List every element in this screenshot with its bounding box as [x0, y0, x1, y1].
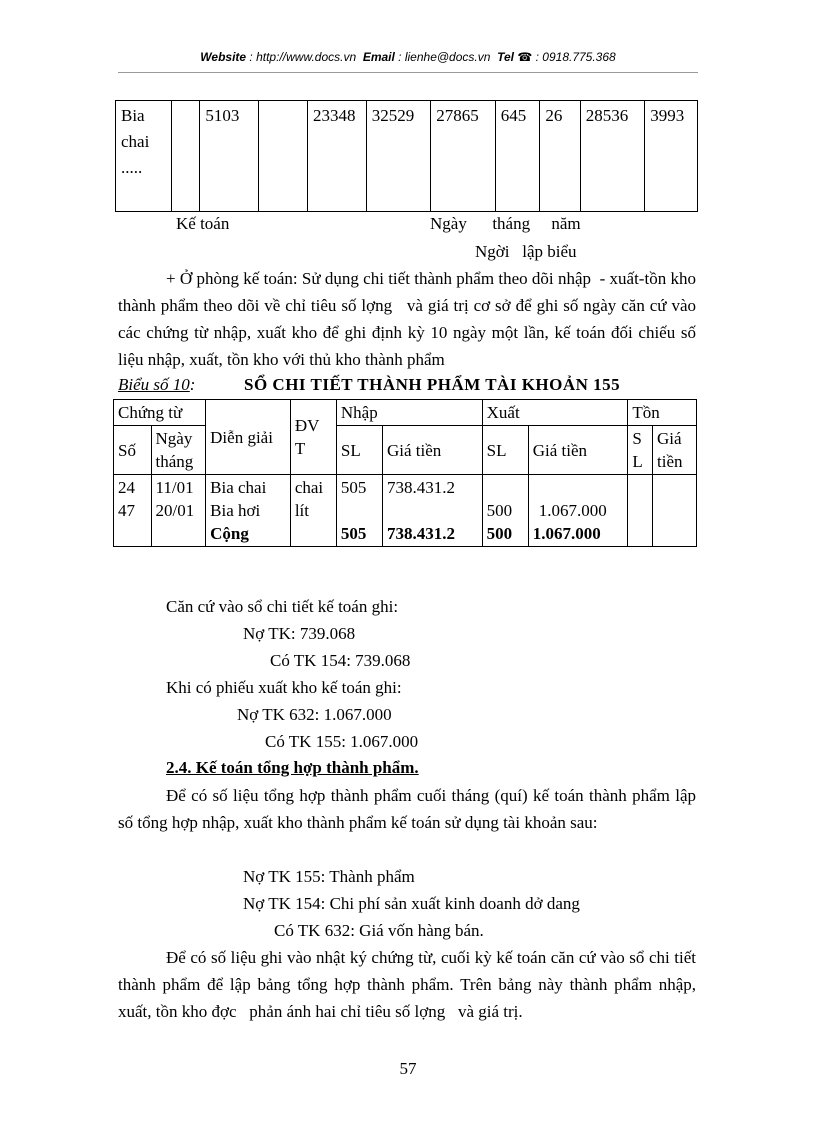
- table-cell: 3993: [645, 101, 698, 212]
- header-gia-tien: Giá tiền: [382, 426, 482, 475]
- cell-cong-nhap-gia: 738.431.2: [386, 524, 455, 543]
- cell-cong-xuat-sl: 500: [486, 524, 513, 543]
- header-chung-tu: Chứng từ: [114, 400, 206, 426]
- table-cell: Bia chai .....: [116, 101, 172, 212]
- table-cell: [258, 101, 307, 212]
- header-so: Số: [114, 426, 152, 475]
- header-gia-tien: Giá tiền: [528, 426, 628, 475]
- entry-line: Nợ TK: 739.068: [243, 624, 356, 643]
- table-cell: [172, 101, 200, 212]
- cell-so: 24 47: [114, 475, 152, 547]
- entry-line: Căn cứ vào sổ chi tiết kế toán ghi:: [166, 597, 399, 616]
- header-ngay-thang: Ngày tháng: [151, 426, 206, 475]
- entry-line: Có TK 154: 739.068: [270, 651, 411, 670]
- section-title: 2.4. Kế toán tổng hợp thành phẩm.: [166, 758, 419, 777]
- tel-label: Tel: [497, 50, 514, 64]
- header-dien-giai: Diễn giải: [206, 400, 291, 475]
- entry-line: Nợ TK 155: Thành phẩm: [243, 867, 415, 886]
- email-label: Email: [362, 50, 395, 64]
- header-divider: [118, 72, 698, 73]
- table-cell: 23348: [308, 101, 367, 212]
- header-dvt: ĐV T: [290, 400, 336, 475]
- email-value[interactable]: : lienhe@docs.vn: [398, 50, 491, 64]
- cell-nhap-gia-value: 738.431.2: [386, 478, 455, 497]
- table-cell: 5103: [200, 101, 258, 212]
- paragraph: Để có số liệu tổng hợp thành phẩm cuối tháng (quí) kế toán thành phẩm lập số tổng hợp nhập, xuất kho thành phẩm kế toán sử dụng tài khoản sau:: [118, 786, 696, 832]
- signature-date: Ngày tháng năm: [430, 214, 581, 233]
- form-label-text: Biểu số 10: [118, 375, 190, 394]
- page-number: 57: [399, 1059, 417, 1078]
- table-cell: 26: [540, 101, 580, 212]
- entry-line: Nợ TK 632: 1.067.000: [237, 705, 392, 724]
- header-sl: S L: [628, 426, 653, 475]
- cell-nhap-sl: [336, 475, 382, 547]
- table-cell: 645: [495, 101, 540, 212]
- cell-cong: Cộng: [210, 524, 249, 543]
- tel-value: : 0918.775.368: [535, 50, 616, 64]
- table-row: [116, 101, 698, 212]
- ledger-table: [113, 399, 697, 547]
- table-row: [114, 475, 697, 547]
- cell-cong-xuat-gia: 1.067.000: [532, 524, 601, 543]
- entry-line: Nợ TK 154: Chi phí sản xuất kinh doanh dở dang: [243, 894, 580, 913]
- paragraph: + Ở phòng kế toán: Sử dụng chi tiết thành phẩm theo dõi nhập - xuất-tồn kho thành phẩm theo dõi về chỉ tiêu số lợng và giá trị cơ sở để ghi số ngày căn cứ vào các chứng từ nhập, xuất kho để ghi định kỳ 10 ngày một lần, kế toán đối chiếu số liệu nhập, xuất, tồn kho với thủ kho thành phẩm: [118, 269, 701, 369]
- header-xuat: Xuất: [482, 400, 628, 426]
- entry-line: Có TK 632: Giá vốn hàng bán.: [274, 921, 484, 940]
- table-cell: 28536: [580, 101, 644, 212]
- page-header: [0, 50, 816, 64]
- cell-xuat-gia-value: 1.067.000: [538, 501, 607, 520]
- cell-dien-giai-2: Bia hơi: [210, 501, 261, 520]
- table-cell: 32529: [366, 101, 430, 212]
- signature-maker: Ngời lập biểu: [475, 242, 577, 261]
- cell-cong-nhap-sl: 505: [340, 524, 367, 543]
- cell-dien-giai: [206, 475, 291, 547]
- cell-xuat-sl: [482, 475, 528, 547]
- header-sl: SL: [482, 426, 528, 475]
- cell-dien-giai-1: Bia chai: [210, 478, 267, 497]
- website-value[interactable]: : http://www.docs.vn: [249, 50, 357, 64]
- header-sl: SL: [336, 426, 382, 475]
- cell-ton-sl: [628, 475, 653, 547]
- cell-ton-gia: [653, 475, 697, 547]
- cell-xuat-sl-value: 500: [486, 501, 513, 520]
- table-header-row: [114, 426, 697, 475]
- table-header-row: [114, 400, 697, 426]
- cell-xuat-gia: [528, 475, 628, 547]
- header-nhap: Nhập: [336, 400, 482, 426]
- table-cell: 27865: [431, 101, 495, 212]
- header-gia-tien: Giá tiền: [653, 426, 697, 475]
- table-title: SỔ CHI TIẾT THÀNH PHẨM TÀI KHOẢN 155: [244, 375, 621, 394]
- cell-nhap-gia: [382, 475, 482, 547]
- entry-line: Khi có phiếu xuất kho kế toán ghi:: [166, 678, 402, 697]
- cell-ngay: 11/01 20/01: [151, 475, 206, 547]
- phone-icon: ☎: [517, 50, 533, 64]
- signature-accountant: Kế toán: [176, 214, 230, 233]
- cell-nhap-sl-value: 505: [340, 478, 367, 497]
- form-label: [118, 375, 195, 395]
- cell-dvt: chai lít: [290, 475, 336, 547]
- entry-line: Có TK 155: 1.067.000: [265, 732, 419, 751]
- paragraph: Để có số liệu ghi vào nhật ký chứng từ, cuối kỳ kế toán căn cứ vào sổ chi tiết thành phẩm để lập bảng tổng hợp thành phẩm. Trên bảng này thành phẩm nhập, xuất, tồn kho đợc phản ánh hai chỉ tiêu số lợng và giá trị.: [118, 948, 701, 1021]
- top-table: [115, 100, 698, 212]
- form-label-colon: :: [189, 375, 196, 394]
- website-label: Website: [200, 50, 247, 64]
- header-ton: Tồn: [628, 400, 697, 426]
